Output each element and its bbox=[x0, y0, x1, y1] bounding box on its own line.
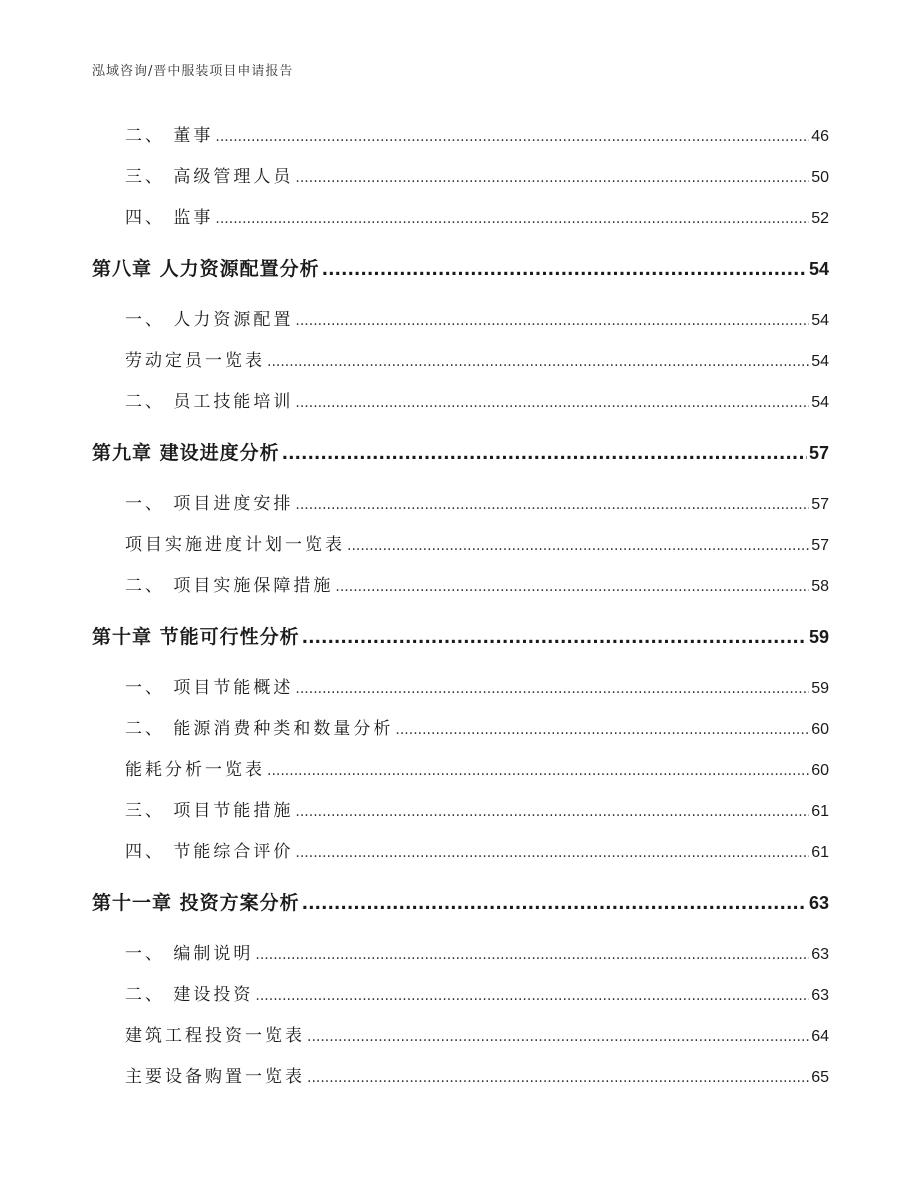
table-of-contents bbox=[92, 116, 829, 1098]
toc-entry-title: 主要设备购置一览表 bbox=[125, 1067, 305, 1087]
toc-chapter-entry[interactable] bbox=[92, 878, 829, 929]
toc-leader-dots bbox=[215, 117, 809, 158]
toc-chapter-entry[interactable] bbox=[92, 428, 829, 479]
toc-leader-dots bbox=[335, 567, 809, 608]
toc-leader-dots bbox=[302, 879, 807, 930]
toc-entry[interactable] bbox=[92, 975, 829, 1016]
toc-leader-dots bbox=[295, 383, 809, 424]
toc-entry-page: 63 bbox=[811, 987, 829, 1004]
toc-entry-title: 一、 人力资源配置 bbox=[125, 310, 294, 330]
toc-entry[interactable] bbox=[92, 709, 829, 750]
toc-chapter-title: 第九章 建设进度分析 bbox=[92, 442, 280, 464]
toc-entry[interactable] bbox=[92, 1016, 829, 1057]
toc-entry-title: 二、 能源消费种类和数量分析 bbox=[125, 719, 394, 739]
toc-entry-title: 一、 编制说明 bbox=[125, 944, 254, 964]
toc-entry-title: 二、 员工技能培训 bbox=[125, 392, 294, 412]
toc-leader-dots bbox=[347, 526, 809, 567]
toc-leader-dots bbox=[295, 158, 809, 199]
toc-leader-dots bbox=[282, 429, 807, 480]
toc-chapter-page: 59 bbox=[808, 627, 829, 647]
toc-entry-page: 58 bbox=[811, 578, 829, 595]
toc-entry-page: 50 bbox=[811, 169, 829, 186]
toc-entry[interactable] bbox=[92, 116, 829, 157]
toc-entry-page: 60 bbox=[811, 721, 829, 738]
toc-leader-dots bbox=[307, 1017, 809, 1058]
toc-entry-page: 52 bbox=[811, 210, 829, 227]
toc-leader-dots bbox=[295, 485, 809, 526]
toc-leader-dots bbox=[255, 935, 809, 976]
toc-chapter-entry[interactable] bbox=[92, 612, 829, 663]
toc-leader-dots bbox=[267, 751, 809, 792]
toc-entry-title: 四、 节能综合评价 bbox=[125, 842, 294, 862]
toc-leader-dots bbox=[322, 245, 807, 296]
toc-leader-dots bbox=[267, 342, 809, 383]
toc-entry[interactable] bbox=[92, 525, 829, 566]
toc-entry-page: 65 bbox=[811, 1069, 829, 1086]
toc-leader-dots bbox=[395, 710, 809, 751]
toc-leader-dots bbox=[295, 833, 809, 874]
toc-leader-dots bbox=[295, 669, 809, 710]
toc-entry[interactable] bbox=[92, 791, 829, 832]
toc-leader-dots bbox=[307, 1058, 809, 1099]
toc-entry-page: 60 bbox=[811, 762, 829, 779]
toc-entry-title: 一、 项目进度安排 bbox=[125, 494, 294, 514]
toc-entry-title: 项目实施进度计划一览表 bbox=[125, 535, 345, 555]
toc-chapter-page: 63 bbox=[808, 893, 829, 913]
toc-entry-page: 57 bbox=[811, 496, 829, 513]
toc-entry-title: 能耗分析一览表 bbox=[125, 760, 265, 780]
toc-entry[interactable] bbox=[92, 668, 829, 709]
toc-entry-page: 54 bbox=[811, 312, 829, 329]
toc-leader-dots bbox=[255, 976, 809, 1017]
toc-entry-page: 61 bbox=[811, 803, 829, 820]
toc-entry[interactable] bbox=[92, 566, 829, 607]
toc-chapter-page: 57 bbox=[808, 443, 829, 463]
toc-chapter-title: 第十章 节能可行性分析 bbox=[92, 626, 300, 648]
toc-entry-title: 二、 项目实施保障措施 bbox=[125, 576, 334, 596]
toc-entry[interactable] bbox=[92, 484, 829, 525]
toc-entry-title: 四、 监事 bbox=[125, 208, 214, 228]
toc-entry-page: 54 bbox=[811, 353, 829, 370]
toc-entry-title: 三、 高级管理人员 bbox=[125, 167, 294, 187]
toc-entry[interactable] bbox=[92, 832, 829, 873]
toc-leader-dots bbox=[295, 792, 809, 833]
toc-entry[interactable] bbox=[92, 198, 829, 239]
toc-chapter-entry[interactable] bbox=[92, 244, 829, 295]
toc-leader-dots bbox=[302, 613, 807, 664]
toc-entry-page: 57 bbox=[811, 537, 829, 554]
toc-entry-page: 59 bbox=[811, 680, 829, 697]
toc-chapter-title: 第八章 人力资源配置分析 bbox=[92, 258, 320, 280]
toc-entry-page: 54 bbox=[811, 394, 829, 411]
toc-entry[interactable] bbox=[92, 750, 829, 791]
toc-entry-title: 建筑工程投资一览表 bbox=[125, 1026, 305, 1046]
toc-entry-title: 一、 项目节能概述 bbox=[125, 678, 294, 698]
toc-entry-title: 三、 项目节能措施 bbox=[125, 801, 294, 821]
toc-entry[interactable] bbox=[92, 934, 829, 975]
toc-entry-title: 二、 董事 bbox=[125, 126, 214, 146]
toc-entry-page: 63 bbox=[811, 946, 829, 963]
toc-entry-page: 61 bbox=[811, 844, 829, 861]
toc-entry[interactable] bbox=[92, 341, 829, 382]
toc-entry[interactable] bbox=[92, 157, 829, 198]
toc-entry-page: 46 bbox=[811, 128, 829, 145]
toc-entry-page: 64 bbox=[811, 1028, 829, 1045]
toc-chapter-page: 54 bbox=[808, 259, 829, 279]
toc-entry[interactable] bbox=[92, 382, 829, 423]
toc-entry[interactable] bbox=[92, 300, 829, 341]
toc-entry-title: 劳动定员一览表 bbox=[125, 351, 265, 371]
toc-leader-dots bbox=[215, 199, 809, 240]
toc-leader-dots bbox=[295, 301, 809, 342]
page-header: 泓域咨询/晋中服装项目申请报告 bbox=[92, 64, 294, 79]
toc-entry-title: 二、 建设投资 bbox=[125, 985, 254, 1005]
toc-chapter-title: 第十一章 投资方案分析 bbox=[92, 892, 300, 914]
toc-entry[interactable] bbox=[92, 1057, 829, 1098]
